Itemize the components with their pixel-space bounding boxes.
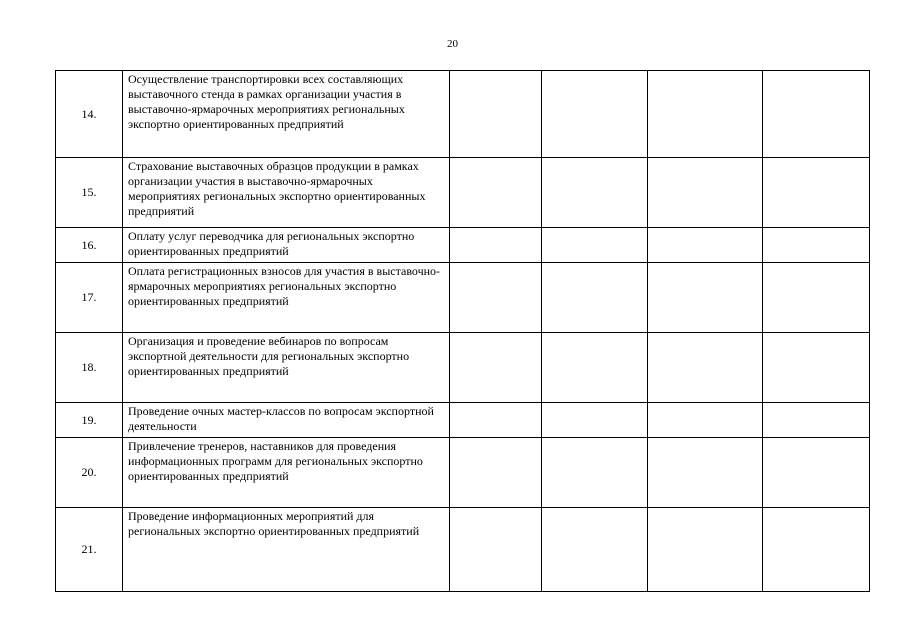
row-description: Привлечение тренеров, наставников для проведения информационных программ для региональных экспортно ориентированных предприятий <box>123 438 450 508</box>
empty-cell <box>763 403 870 438</box>
empty-cell <box>450 263 542 333</box>
row-description: Проведение очных мастер-классов по вопросам экспортной деятельности <box>123 403 450 438</box>
empty-cell <box>763 263 870 333</box>
row-description: Организация и проведение вебинаров по вопросам экспортной деятельности для региональных экспортно ориентированных предприятий <box>123 333 450 403</box>
empty-cell <box>450 403 542 438</box>
empty-cell <box>648 228 763 263</box>
empty-cell <box>763 438 870 508</box>
empty-cell <box>763 508 870 592</box>
empty-cell <box>542 508 648 592</box>
row-description: Проведение информационных мероприятий для региональных экспортно ориентированных предприятий <box>123 508 450 592</box>
empty-cell <box>542 228 648 263</box>
row-number: 17. <box>56 263 123 333</box>
empty-cell <box>648 158 763 228</box>
row-number: 15. <box>56 158 123 228</box>
row-number: 18. <box>56 333 123 403</box>
empty-cell <box>450 71 542 158</box>
empty-cell <box>542 403 648 438</box>
empty-cell <box>542 71 648 158</box>
row-number: 19. <box>56 403 123 438</box>
empty-cell <box>450 508 542 592</box>
empty-cell <box>763 228 870 263</box>
table-row <box>56 438 870 508</box>
empty-cell <box>648 263 763 333</box>
row-number: 20. <box>56 438 123 508</box>
measures-table <box>55 70 870 592</box>
empty-cell <box>450 438 542 508</box>
empty-cell <box>450 158 542 228</box>
row-description: Оплата регистрационных взносов для участия в выставочно-ярмарочных мероприятиях региональных экспортно ориентированных предприятий <box>123 263 450 333</box>
empty-cell <box>648 438 763 508</box>
row-description: Страхование выставочных образцов продукции в рамках организации участия в выставочно-ярмарочных мероприятиях региональных экспортно ориентированных предприятий <box>123 158 450 228</box>
table-row <box>56 403 870 438</box>
empty-cell <box>648 508 763 592</box>
table-row <box>56 158 870 228</box>
table-row <box>56 71 870 158</box>
empty-cell <box>763 158 870 228</box>
empty-cell <box>763 71 870 158</box>
empty-cell <box>648 71 763 158</box>
empty-cell <box>450 228 542 263</box>
table-row <box>56 508 870 592</box>
row-number: 16. <box>56 228 123 263</box>
table-row <box>56 263 870 333</box>
empty-cell <box>450 333 542 403</box>
table-row <box>56 228 870 263</box>
table-row <box>56 333 870 403</box>
empty-cell <box>648 333 763 403</box>
empty-cell <box>542 263 648 333</box>
empty-cell <box>763 333 870 403</box>
empty-cell <box>542 333 648 403</box>
page-number: 20 <box>447 38 458 50</box>
empty-cell <box>542 158 648 228</box>
row-description: Осуществление транспортировки всех составляющих выставочного стенда в рамках организации участия в выставочно-ярмарочных мероприятиях региональных экспортно ориентированных предприятий <box>123 71 450 158</box>
empty-cell <box>542 438 648 508</box>
row-description: Оплату услуг переводчика для региональных экспортно ориентированных предприятий <box>123 228 450 263</box>
row-number: 21. <box>56 508 123 592</box>
empty-cell <box>648 403 763 438</box>
row-number: 14. <box>56 71 123 158</box>
